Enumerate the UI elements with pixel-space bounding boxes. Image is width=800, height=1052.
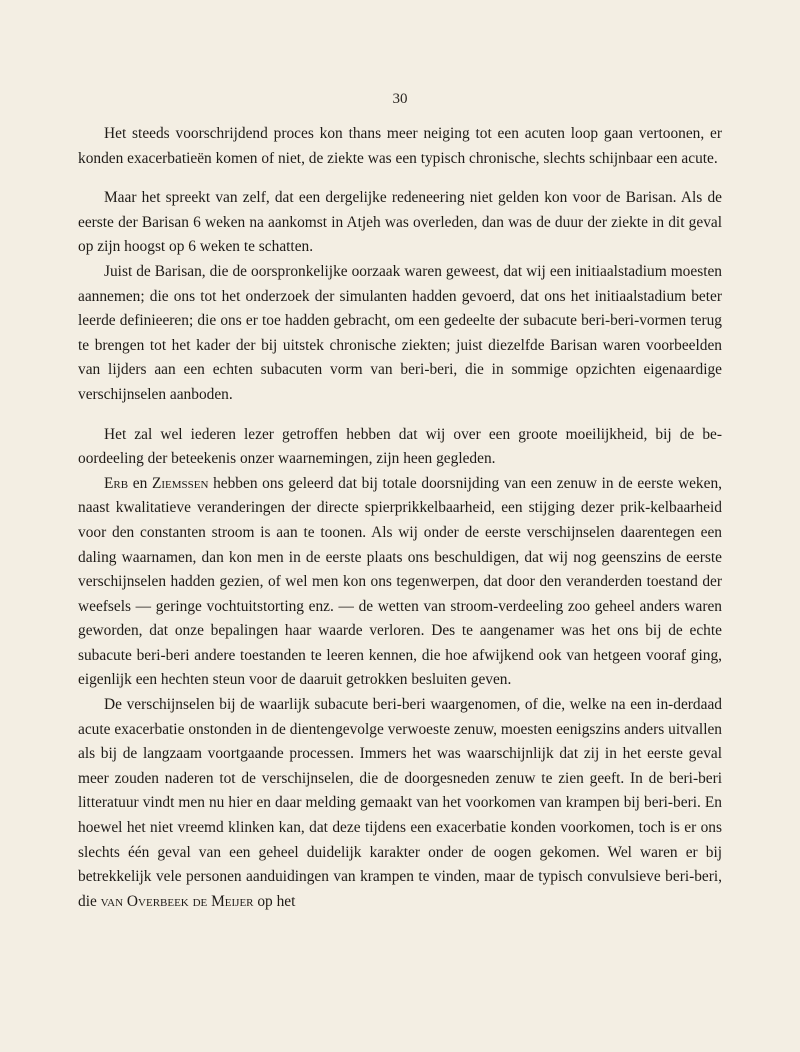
- paragraph: [78, 186, 722, 260]
- author-name: van Overbeek de Meijer: [100, 892, 254, 910]
- paragraph-text: hebben ons geleerd dat bij totale doorsnijding van een zenuw in de eerste weken, naast kwalitatieve veranderingen der directe spierprikkelbaarheid, een stijging dezer prik-kelbaarheid voor den constanten stroom is aan te toonen. Als wij onder de eerste verschijnselen daarentegen een daling waarnamen, dan kon men in de eerste plaats ons beschuldigen, dat wij nog geenszins de eerste verschijnselen hadden gezien, of wel men kon ons tegenwerpen, dat door den veranderden toestand der weefsels — geringe vochtuitstorting enz. — de wetten van stroom-verdeeling zoo geheel anders waren geworden, dat onze bepalingen haar waarde verloren. Des te aangenamer was het ons bij de echte subacute beri-beri andere toestanden te leeren kennen, die hoe afwijkend ook van hetgeen vooraf ging, eigenlijk een hechten steun voor de daaruit getrokken besluiten geven.: [78, 474, 722, 689]
- page-number: 30: [392, 91, 408, 107]
- paragraph-text: en: [128, 474, 152, 492]
- paragraph: [78, 122, 722, 171]
- paragraph-text: De verschijnselen bij de waarlijk subacute beri-beri waargenomen, of die, welke na een in-derdaad acute exacerbatie onstonden in de dientengevolge verwoeste zenuw, moesten eenigszins anders uitvallen als bij de langzaam voortgaande processen. Immers het was waarschijnlijk dat zij in het eerste geval meer zouden naderen tot de verschijnselen, die de doorgesneden zenuw te zien geeft. In de beri-beri litteratuur vindt men nu hier en daar melding gemaakt van het voorkomen van krampen bij beri-beri. En hoewel het niet vreemd klinken kan, dat deze tijdens een exacerbatie konden voorkomen, toch is er ons slechts één geval van een geheel duidelijk karakter onder de oogen gekomen. Wel waren er bij betrekkelijk vele personen aanduidingen van krampen te vinden, maar de typisch convulsieve beri-beri, die: [78, 696, 722, 910]
- paragraph-text: Juist de Barisan, die de oorspronkelijke oorzaak waren geweest, dat wij een initiaalstadium moesten aannemen; die ons tot het onderzoek der simulanten hadden gevoerd, dat ons het initiaalstadium beter leerde definieeren; die ons er toe hadden gebracht, om een gedeelte der subacute beri-beri-vormen terug te brengen tot het kader der bij uitstek chronische ziekten; juist diezelfde Barisan waren voorbeelden van lijders aan een echten subacuten vorm van beri-beri, die in sommige opzichten eigenaardige verschijnselen aanboden.: [78, 262, 722, 403]
- paragraph: [78, 260, 722, 408]
- paragraph-text: Het steeds voorschrijdend proces kon thans meer neiging tot een acuten loop gaan vertoonen, er konden exacerbatieën komen of niet, de ziekte was een typisch chronische, slechts schijnbaar een acute.: [78, 125, 722, 167]
- author-name: Ziemssen: [151, 474, 209, 492]
- paragraph: [78, 423, 722, 472]
- body-text: [78, 122, 722, 914]
- paragraph-text: Het zal wel iederen lezer getroffen hebben dat wij over een groote moeilijkheid, bij de be-oordeeling der beteekenis onzer waarnemingen, zijn heen gegleden.: [78, 425, 722, 468]
- paragraph-text: op het: [253, 892, 296, 910]
- author-name: Erb: [104, 474, 129, 492]
- paragraph-text: Maar het spreekt van zelf, dat een dergelijke redeneering niet gelden kon voor de Barisan. Als de eerste der Barisan 6 weken na aankomst in Atjeh was overleden, dan was de duur der ziekte in dit geval op zijn hoogst op 6 weken te schatten.: [78, 189, 722, 256]
- paragraph: [78, 472, 722, 693]
- paragraph: [78, 693, 722, 914]
